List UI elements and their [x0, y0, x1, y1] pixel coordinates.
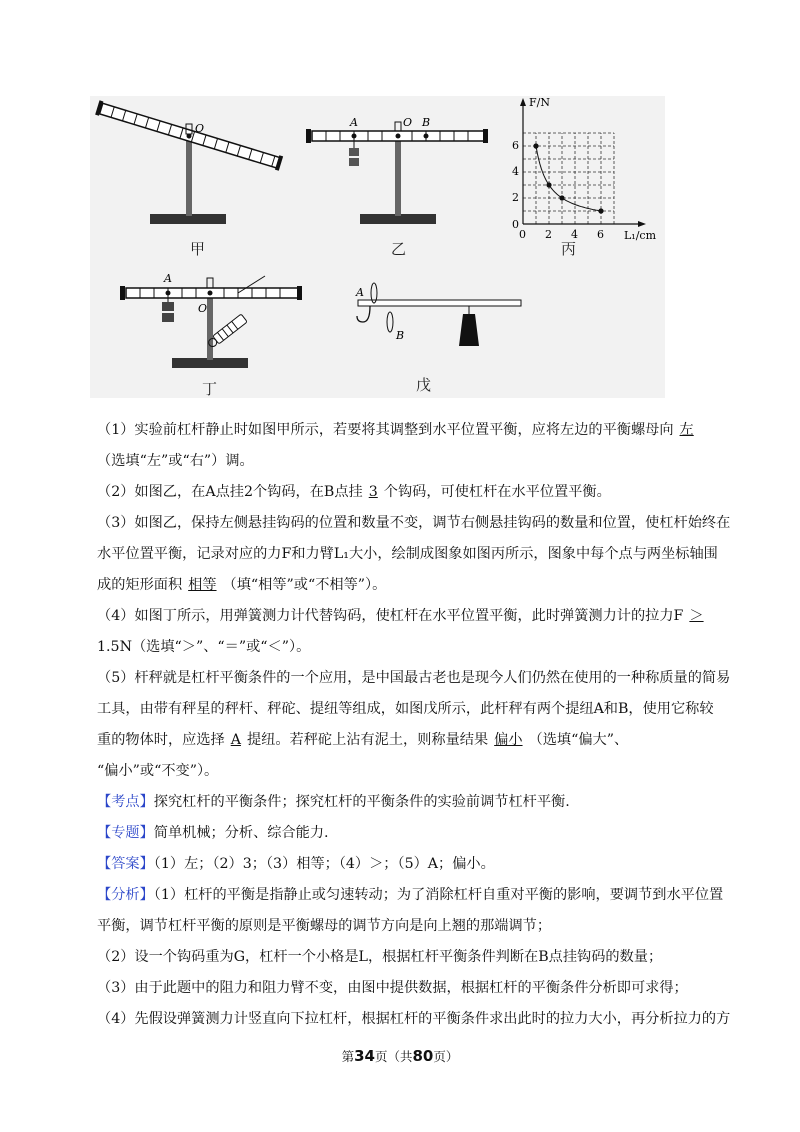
graph-x-tick-4: 4 [571, 228, 578, 241]
fenxi-tag: 【分析】 [97, 887, 154, 903]
figure-label-bing: 丙 [561, 240, 577, 258]
figure-jia-lever [95, 100, 283, 224]
graph-curve [536, 146, 601, 211]
graph-x-tick-2: 2 [545, 228, 552, 241]
zhuanti-line: 【专题】简单机械；分析、综合能力. [97, 825, 329, 841]
page-footer: 第34页（共80页） [341, 1047, 459, 1065]
figure-ding-lever [120, 272, 302, 368]
q3-line-1: （3）如图乙，保持左侧悬挂钩码的位置和数量不变，调节右侧悬挂钩码的数量和位置，使杠杆始终在 [97, 515, 731, 531]
ding-pivot-label: O [198, 302, 208, 315]
yi-point-b-label: B [422, 116, 431, 129]
q5-line-1: （5）杆秤就是杠杆平衡条件的一个应用，是中国最古老也是现今人们仍然在使用的一种称质量的简易 [97, 670, 731, 686]
daan-line: 【答案】（1）左；（2）3；（3）相等；（4）＞；（5）A；偏小。 [97, 856, 495, 872]
q3-answer: 相等 [188, 577, 217, 593]
yi-point-a-label: A [350, 116, 358, 129]
figure-yi-lever [306, 116, 488, 224]
wu-point-a-label: A [356, 286, 364, 299]
graph-data-point [598, 208, 603, 213]
page-total: 80 [412, 1047, 434, 1065]
graph-data-point [533, 143, 538, 148]
q3-line-3: 成的矩形面积 相等 （填“相等”或“不相等”）。 [97, 577, 387, 593]
zhuanti-tag: 【专题】 [97, 825, 154, 841]
kaodian-line: 【考点】探究杠杆的平衡条件；探究杠杆的平衡条件的实验前调节杠杆平衡. [97, 794, 570, 810]
ding-point-a-label: A [164, 272, 172, 285]
experiment-figure [90, 96, 665, 398]
graph-data-point [559, 195, 564, 200]
graph-y-tick-4: 4 [512, 165, 519, 178]
figure-wu-steelyard [355, 283, 521, 346]
graph-x-axis-label: L₁/cm [624, 229, 657, 242]
fenxi-line-5: （4）先假设弹簧测力计竖直向下拉杠杆，根据杠杆的平衡条件求出此时的拉力大小，再分析拉力的方 [97, 1011, 731, 1027]
graph-points [533, 143, 603, 213]
yi-pivot-label: O [403, 116, 413, 129]
q5-line-4: “偏小”或“不变”）。 [97, 763, 219, 779]
graph-y-tick-6: 6 [512, 139, 519, 152]
graph-y-tick-0: 0 [512, 218, 519, 231]
figure-label-wu: 戊 [416, 376, 432, 394]
question-body [97, 415, 737, 1035]
q5-line-2: 工具，由带有秤星的秤杆、秤砣、提纽等组成，如图戊所示，此杆秤有两个提纽A和B，使用它称较 [97, 701, 714, 717]
figure-bing-graph [512, 96, 657, 242]
q5-answer-2: 偏小 [494, 732, 523, 748]
q2-line: （2）如图乙，在A点挂2个钩码，在B点挂 3 个钩码，可使杠杆在水平位置平衡。 [97, 484, 611, 500]
graph-y-tick-2: 2 [512, 191, 519, 204]
q4-answer: ＞ [689, 608, 704, 624]
q4-line-2: 1.5N（选填“＞”、“＝”或“＜”）。 [97, 639, 311, 655]
graph-x-tick-6: 6 [597, 228, 604, 241]
figure-canvas [90, 96, 665, 398]
daan-tag: 【答案】 [97, 856, 154, 872]
fenxi-line-3: （2）设一个钩码重为G，杠杆一个小格是L，根据杠杆平衡条件判断在B点挂钩码的数量； [97, 949, 663, 965]
wu-point-b-label: B [396, 329, 405, 342]
fenxi-line-1: 【分析】（1）杠杆的平衡是指静止或匀速转动；为了消除杠杆自重对平衡的影响，要调节到水平位置 [97, 887, 724, 903]
kaodian-tag: 【考点】 [97, 794, 154, 810]
jia-pivot-label: O [195, 122, 205, 135]
q2-answer: 3 [368, 484, 378, 500]
q4-line-1: （4）如图丁所示，用弹簧测力计代替钩码，使杠杆在水平位置平衡，此时弹簧测力计的拉力F ＞ [97, 601, 737, 632]
figure-label-ding: 丁 [202, 380, 218, 398]
graph-data-point [546, 182, 551, 187]
q3-line-2: 水平位置平衡，记录对应的力F和力臂L₁大小，绘制成图象如图丙所示，图象中每个点与两坐标轴围 [97, 546, 718, 562]
figure-label-yi: 乙 [391, 240, 407, 258]
q5-line-3: 重的物体时，应选择 A 提纽。若秤砣上沾有泥土，则称量结果 偏小 （选填“偏大”、 [97, 732, 629, 748]
page-number: 34 [354, 1047, 375, 1065]
fenxi-line-4: （3）由于此题中的阻力和阻力臂不变，由图中提供数据，根据杠杆的平衡条件分析即可求得； [97, 980, 688, 996]
graph-y-axis-label: F/N [529, 96, 550, 109]
q1-line-2: （选填“左”或“右”）调。 [97, 453, 254, 469]
q5-answer-1: A [230, 732, 241, 748]
q1-answer: 左 [679, 422, 694, 438]
figure-label-jia: 甲 [190, 240, 206, 258]
fenxi-line-2: 平衡，调节杠杆平衡的原则是平衡螺母的调节方向是向上翘的那端调节； [97, 918, 552, 934]
q1-line-1: （1）实验前杠杆静止时如图甲所示，若要将其调整到水平位置平衡，应将左边的平衡螺母向 左 [97, 415, 737, 446]
graph-x-tick-0: 0 [519, 228, 526, 241]
